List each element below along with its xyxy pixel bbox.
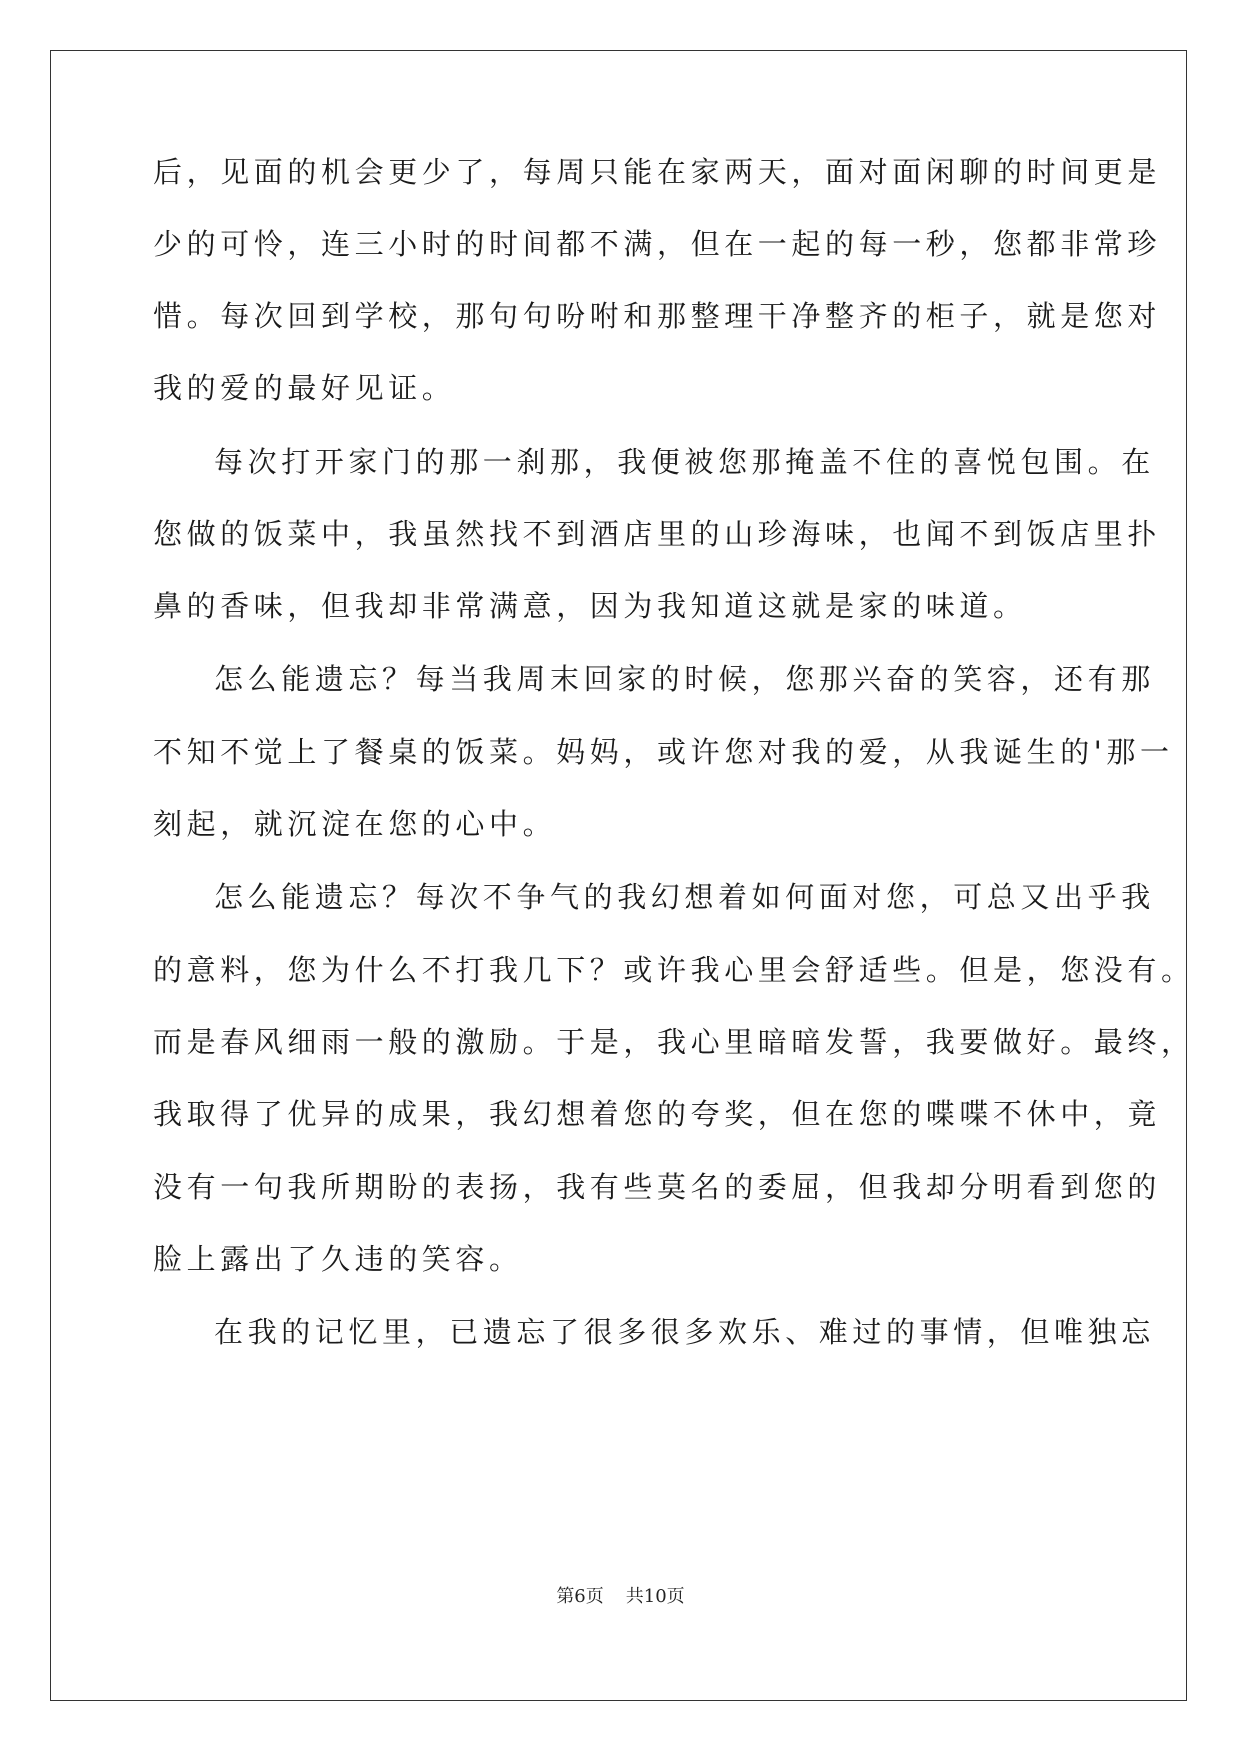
text-line: 我取得了优异的成果，我幻想着您的夸奖，但在您的喋喋不休中，竟	[153, 1097, 1162, 1131]
page-footer	[0, 1585, 1241, 1609]
text-line: 刻起，就沉淀在您的心中。	[153, 807, 557, 841]
text-line: 惜。每次回到学校，那句句吩咐和那整理干净整齐的柜子，就是您对	[153, 299, 1162, 333]
text-line: 的意料，您为什么不打我几下？或许我心里会舒适些。但是，您没有。	[153, 953, 1195, 987]
text-line: 不知不觉上了餐桌的饭菜。妈妈，或许您对我的爱，从我诞生的'那一	[153, 735, 1174, 769]
text-line: 您做的饭菜中，我虽然找不到酒店里的山珍海味，也闻不到饭店里扑	[153, 517, 1162, 551]
paragraph-first-line: 每次打开家门的那一刹那，我便被您那掩盖不住的喜悦包围。在	[214, 445, 1155, 479]
text-line: 少的可怜，连三小时的时间都不满，但在一起的每一秒，您都非常珍	[153, 227, 1162, 261]
paragraph-first-line: 怎么能遗忘？每次不争气的我幻想着如何面对您，可总又出乎我	[214, 880, 1155, 914]
page-number-total: 共10页	[625, 1586, 685, 1607]
text-line: 鼻的香味，但我却非常满意，因为我知道这就是家的味道。	[153, 589, 1027, 623]
paragraph-first-line: 在我的记忆里，已遗忘了很多很多欢乐、难过的事情，但唯独忘	[214, 1315, 1155, 1349]
text-line: 而是春风细雨一般的激励。于是，我心里暗暗发誓，我要做好。最终，	[153, 1025, 1195, 1059]
page-number-current: 第6页	[556, 1586, 604, 1607]
text-line: 没有一句我所期盼的表扬，我有些莫名的委屈，但我却分明看到您的	[153, 1170, 1162, 1204]
text-line: 脸上露出了久违的笑容。	[153, 1242, 523, 1276]
text-line: 我的爱的最好见证。	[153, 371, 456, 405]
text-line: 后，见面的机会更少了，每周只能在家两天，面对面闲聊的时间更是	[153, 155, 1162, 189]
paragraph-first-line: 怎么能遗忘？每当我周末回家的时候，您那兴奋的笑容，还有那	[214, 662, 1155, 696]
